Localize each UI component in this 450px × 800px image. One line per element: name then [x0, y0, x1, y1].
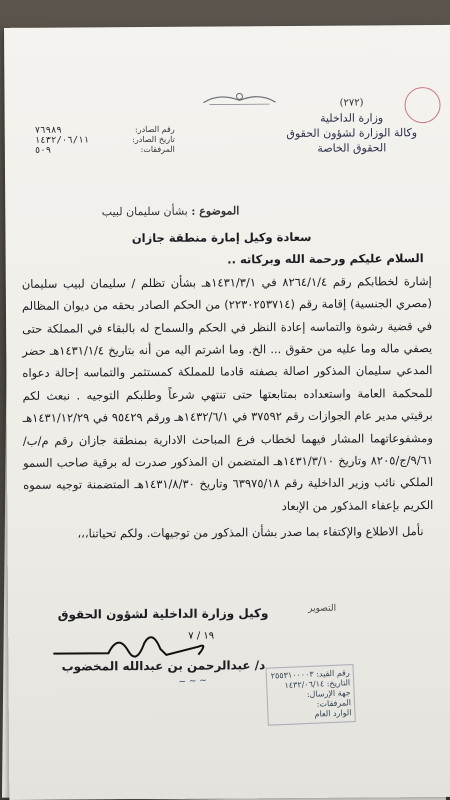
signature-date: ١٩ / ٧: [188, 630, 215, 642]
incoming-stamp: [265, 664, 355, 726]
ref-number-label: رقم الصادر:: [134, 124, 175, 135]
signatory-title: وكيل وزارة الداخلية لشؤون الحقوق: [57, 606, 269, 622]
greeting: السلام عليكم ورحمة الله وبركاته ..: [227, 251, 424, 267]
stamp-line-1: رقم القيد: ٢٥٥٣١٠٠٠٠٣: [270, 668, 350, 681]
document-page: [4, 25, 450, 800]
subject-line: [102, 204, 240, 218]
ref-date-label: تاريخ الصادر:: [132, 134, 175, 145]
letterhead-agency: وكالة الوزارة لشؤون الحقوق: [286, 126, 418, 141]
handwritten-signature-icon: [48, 624, 238, 665]
ref-number-value: ٧٦٩٨٩: [34, 125, 62, 136]
main-paragraph: إشارة لخطابكم رقم ٨٢٦٤/١/٤ في ١٤٣١/٣/١هـ بشأن تظلم / سليمان لبيب سليمان (مصري الجنسية) إقامة رقم (٢٢٣٠٢٥٣٧١٤) من الحكم الصادر بحقه من ديوان المظالم في قضية رشوة والتماسه إعادة النظر في الحكم والسماح له بالبقاء في المملكة حتى يصفي ماله وما عليه من حقوق ... الخ. وما اشرتم اليه من أنه بتاريخ ١٤٣١/١/٤هـ حضر المدعي سليمان المذكور اصالة بصفته قادما للمملكة كمستثمر والتماسه إحالة دعواه للمحكمة العامة واستعداده بمتابعتها حتى تنتهي شرعاً وطلبكم التوجيه . نبعث لكم برقيتي مدير عام الجوازات رقم ٣٧٥٩٢ في ١٤٣٢/٦/١هـ ورقم ٩٥٤٢٩ في ١٤٣١/١٢/٢٩هـ ومشفوعاتهما المشار فيهما لخطاب فرع المباحث الادارية بمنطقة جازان رقم م/ب/٩/٦١/ج/٨٢٠٥ وتاريخ ١٤٣١/٣/١٠هـ المتضمن ان المذكور صدرت له برقية صاحب السمو الملكي نائب وزير الداخلية رقم ٦٣٩٧٥/١٨ وتاريخ ١٤٣١/٨/٣٠هـ المتضمنة توجيه سموه الكريم بإعفاء المذكور من الإبعاد: [21, 273, 434, 513]
stamp-line-3: جهة الإرسال:: [306, 688, 351, 700]
closing-paragraph: نأمل الاطلاع والإكتفاء بما صدر بشأن المذكور من توجيهات. ولكم تحياتنا،،،: [77, 524, 424, 541]
reference-block: [35, 125, 175, 156]
addressee: سعادة وكيل إمارة منطقة جازان: [131, 229, 312, 246]
signatory-name: د/ عبدالرحمن بن عبدالله المخضوب: [61, 658, 266, 674]
emblem-header-icon: [199, 86, 279, 111]
letterhead-serial: (٢٧٢): [339, 97, 364, 109]
handwritten-annotation: التصوير: [308, 603, 337, 614]
ref-attach-value: ٥٠٩: [34, 145, 52, 156]
ref-date-value: ١٤٣٢/٠٦/١١: [34, 135, 90, 146]
subject-text: بشأن سليمان لبيب: [101, 204, 188, 219]
ref-attach-label: المرفقات:: [140, 144, 175, 155]
handwritten-note-icon: ~ ~ ~: [178, 675, 208, 688]
stamp-line-5: الوارد العام: [314, 708, 352, 719]
subject-label: الموضوع :: [191, 204, 240, 218]
stamp-line-2: التاريخ: ١٤٣٢/٠٦/١٤: [284, 678, 351, 690]
letter-body: [21, 225, 433, 546]
letterhead-ministry: وزارة الداخلية: [320, 111, 384, 125]
stamp-line-4: المرفقات:: [316, 698, 352, 709]
letterhead-department: الحقوق الخاصة: [317, 141, 387, 155]
letterhead: [276, 95, 426, 156]
